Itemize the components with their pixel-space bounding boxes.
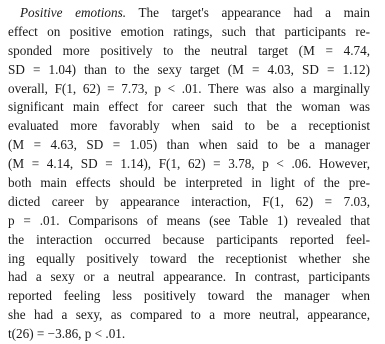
paragraph-line-text: The target's appearance had a main [138, 5, 370, 20]
paragraph-line-3: sponded more positively to the neutral target (M = 4.74, [8, 42, 370, 58]
paragraph-line-14: ing equally positively toward the receptionist whether she [8, 250, 370, 266]
paragraph-line-10: both main effects should be interpreted in light of the pre- [8, 175, 370, 191]
paragraph-line-6: significant main effect for career such that the woman was [8, 99, 370, 115]
paragraph-line-18: t(26) = −3.86, p < .01. [8, 326, 126, 342]
paragraph-line-13: the interaction occurred because participants reported feel- [8, 231, 370, 247]
section-heading: Positive emotions. [20, 5, 127, 20]
paragraph-line-7: evaluated more favorably when said to be a receptionist [8, 118, 370, 134]
paragraph-line-9: (M = 4.14, SD = 1.14), F(1, 62) = 3.78, p < .06. However, [8, 156, 370, 172]
paragraph-line-16: reported feeling less positively toward the manager when [8, 288, 370, 304]
body-paragraph [8, 4, 370, 344]
paragraph-line-15: had a sexy or a neutral appearance. In contrast, participants [8, 269, 370, 285]
paragraph-line-8: (M = 4.63, SD = 1.05) than when said to be a manager [8, 137, 370, 153]
paragraph-line-5: overall, F(1, 62) = 7.73, p < .01. There was also a marginally [8, 80, 370, 96]
paragraph-line-17: she had a sexy, as compared to a more neutral, appearance, [8, 307, 370, 323]
paragraph-line-12: p = .01. Comparisons of means (see Table 1) revealed that [8, 212, 370, 228]
paragraph-line-4: SD = 1.04) than to the sexy target (M = 4.03, SD = 1.12) [8, 61, 370, 77]
paragraph-line-1 [8, 4, 370, 23]
paragraph-line-2: effect on positive emotion ratings, such that participants re- [8, 23, 370, 39]
paragraph-line-11: dicted career by appearance interaction, F(1, 62) = 7.03, [8, 193, 370, 209]
